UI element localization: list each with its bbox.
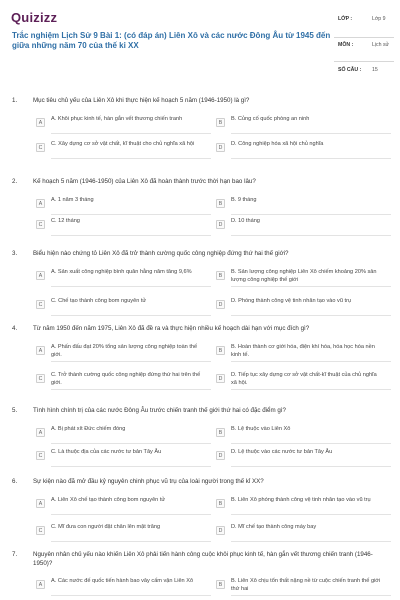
- option-underline: [231, 595, 391, 596]
- option-text: A. Các nước đế quốc tiến hành bao vây cấm vận Liên Xô: [51, 578, 194, 584]
- option-letter-box: A: [36, 199, 45, 208]
- grade-label: LỚP :: [338, 16, 353, 22]
- option-letter-box: C: [36, 526, 45, 535]
- option-text: B. Sản lượng công nghiệp Liên Xô chiếm khoảng 20% sản lượng công nghiệp thế giới: [231, 269, 377, 283]
- option-underline: [51, 158, 211, 159]
- question-number: 1.: [12, 97, 18, 104]
- subject-value: Lịch sử: [372, 42, 390, 48]
- option-underline: [51, 315, 211, 316]
- option-underline: [51, 595, 211, 596]
- meta-divider: [334, 37, 394, 38]
- quizizz-logo[interactable]: Quizizz: [11, 10, 58, 25]
- option-underline: [231, 361, 391, 362]
- answer-option[interactable]: [216, 116, 386, 134]
- answer-option[interactable]: [36, 298, 206, 316]
- option-underline: [231, 514, 391, 515]
- answer-option[interactable]: [36, 372, 206, 390]
- option-text: A. 1 năm 3 tháng: [51, 197, 94, 203]
- option-letter-box: D: [216, 374, 225, 383]
- option-underline: [231, 541, 391, 542]
- answer-option[interactable]: [216, 218, 386, 236]
- option-text: C. Xây dựng cơ sở vật chất, kĩ thuật cho chủ nghĩa xã hội: [51, 141, 195, 147]
- option-text: C. Là thuộc địa của các nước tư bản Tây Âu: [51, 449, 162, 455]
- question-text: Nguyên nhân chủ yếu nào khiến Liên Xô phải tiến hành công cuộc khôi phục kinh tế, hàn gắn vết thương chiến tranh (1946-1950)?: [33, 551, 373, 567]
- option-letter-box: C: [36, 300, 45, 309]
- option-underline: [231, 315, 391, 316]
- option-underline: [51, 214, 211, 215]
- option-underline: [231, 389, 391, 390]
- answer-option[interactable]: [216, 269, 386, 287]
- worksheet-title: Trắc nghiệm Lịch Sử 9 Bài 1: (có đáp án) Liên Xô và các nước Đông Âu từ 1945 đến giữa những năm 70 của thế kỉ XX: [12, 31, 331, 50]
- option-text: C. Trở thành cường quốc công nghiệp đứng thứ hai trên thế giới.: [51, 372, 201, 386]
- option-text: D. Công nghiệp hóa xã hội chủ nghĩa: [231, 141, 324, 147]
- option-letter-box: D: [216, 451, 225, 460]
- answer-option[interactable]: [36, 426, 206, 444]
- option-underline: [51, 235, 211, 236]
- option-text: D. Tiếp tục xây dựng cơ sở vật chất-kĩ thuật của chủ nghĩa xã hội.: [231, 372, 377, 386]
- option-text: D. Mĩ chế tạo thành công máy bay: [231, 524, 317, 530]
- answer-option[interactable]: [36, 578, 206, 596]
- option-text: A. Phấn đấu đạt 20% tổng sản lượng công nghiệp toàn thế giới.: [51, 344, 198, 358]
- option-letter-box: B: [216, 580, 225, 589]
- question-number: 7.: [12, 551, 18, 558]
- option-letter-box: C: [36, 220, 45, 229]
- answer-option[interactable]: [36, 218, 206, 236]
- option-underline: [51, 466, 211, 467]
- option-letter-box: C: [36, 451, 45, 460]
- option-letter-box: A: [36, 271, 45, 280]
- option-text: D. 10 tháng: [231, 218, 260, 224]
- question-text: Từ năm 1950 đến năm 1975, Liên Xô đã đề ra và thực hiện nhiều kế hoạch dài hạn với mục đích gì?: [33, 325, 310, 332]
- option-letter-box: A: [36, 118, 45, 127]
- option-letter-box: B: [216, 271, 225, 280]
- option-letter-box: B: [216, 118, 225, 127]
- answer-option[interactable]: [36, 449, 206, 467]
- option-letter-box: B: [216, 346, 225, 355]
- option-text: B. Hoàn thành cơ giới hóa, điện khí hóa, hóa học hóa nền kinh tế.: [231, 344, 375, 358]
- answer-option[interactable]: [36, 141, 206, 159]
- option-text: C. Chế tạo thành công bom nguyên tử: [51, 298, 147, 304]
- option-underline: [231, 214, 391, 215]
- option-text: B. Lệ thuộc vào Liên Xô: [231, 426, 291, 432]
- option-text: B. Củng cố quốc phòng an ninh: [231, 116, 310, 122]
- option-letter-box: B: [216, 199, 225, 208]
- question-count-label: SỐ CÂU :: [338, 67, 362, 73]
- option-text: A. Khôi phục kinh tế, hàn gắn vết thương chiến tranh: [51, 116, 183, 122]
- option-letter-box: B: [216, 499, 225, 508]
- option-letter-box: D: [216, 526, 225, 535]
- option-underline: [231, 286, 391, 287]
- answer-option[interactable]: [36, 197, 206, 215]
- option-text: A. Bị phát xít Đức chiếm đóng: [51, 426, 126, 432]
- option-letter-box: D: [216, 220, 225, 229]
- option-underline: [51, 514, 211, 515]
- option-underline: [231, 133, 391, 134]
- option-letter-box: A: [36, 428, 45, 437]
- answer-option[interactable]: [216, 524, 386, 542]
- answer-option[interactable]: [36, 116, 206, 134]
- option-underline: [51, 286, 211, 287]
- option-letter-box: A: [36, 580, 45, 589]
- meta-divider: [334, 61, 394, 62]
- answer-option[interactable]: [216, 497, 386, 515]
- worksheet-header: [0, 0, 400, 82]
- answer-option[interactable]: [36, 269, 206, 287]
- option-letter-box: C: [36, 143, 45, 152]
- option-letter-box: D: [216, 143, 225, 152]
- answer-option[interactable]: [216, 344, 386, 362]
- option-letter-box: B: [216, 428, 225, 437]
- question-number: 6.: [12, 478, 18, 485]
- option-letter-box: C: [36, 374, 45, 383]
- answer-option[interactable]: [36, 344, 206, 362]
- question-number: 4.: [12, 325, 18, 332]
- option-underline: [231, 235, 391, 236]
- answer-option[interactable]: [216, 372, 386, 390]
- answer-option[interactable]: [36, 524, 206, 542]
- question-text: Biểu hiện nào chứng tỏ Liên Xô đã trở thành cường quốc công nghiệp đứng thứ hai thế giới?: [33, 250, 289, 257]
- option-text: A. Sản xuất công nghiệp bình quân hằng năm tăng 9,6%: [51, 269, 192, 275]
- option-text: D. Phóng thành công vệ tinh nhân tạo vào vũ trụ: [231, 298, 352, 304]
- option-underline: [51, 389, 211, 390]
- answer-option[interactable]: [216, 449, 386, 467]
- option-text: B. Liên Xô chịu tổn thất nặng nề từ cuộc chiến tranh thế giới thứ hai: [231, 578, 381, 592]
- grade-value: Lớp 9: [372, 16, 386, 22]
- question-text: Sự kiện nào đã mở đầu kỷ nguyên chinh phục vũ trụ của loài người trong thế kỉ XX?: [33, 478, 264, 485]
- answer-option[interactable]: [216, 141, 386, 159]
- option-letter-box: D: [216, 300, 225, 309]
- option-text: B. Liên Xô phóng thành công vệ tinh nhân tạo vào vũ trụ: [231, 497, 371, 503]
- option-text: A. Liên Xô chế tạo thành công bom nguyên tử: [51, 497, 166, 503]
- option-underline: [51, 443, 211, 444]
- question-text: Kế hoạch 5 năm (1946-1950) của Liên Xô đã hoàn thành trước thời hạn bao lâu?: [33, 178, 256, 185]
- answer-option[interactable]: [216, 426, 386, 444]
- option-underline: [51, 541, 211, 542]
- option-letter-box: A: [36, 346, 45, 355]
- option-letter-box: A: [36, 499, 45, 508]
- option-underline: [231, 443, 391, 444]
- question-number: 3.: [12, 250, 18, 257]
- question-text: Mục tiêu chủ yếu của Liên Xô khi thực hiện kế hoạch 5 năm (1946-1950) là gì?: [33, 97, 250, 104]
- option-underline: [51, 133, 211, 134]
- answer-option[interactable]: [36, 497, 206, 515]
- answer-option[interactable]: [216, 197, 386, 215]
- answer-option[interactable]: [216, 298, 386, 316]
- option-text: B. 9 tháng: [231, 197, 257, 203]
- question-count-value: 15: [372, 67, 378, 73]
- answer-option[interactable]: [216, 578, 386, 596]
- option-text: D. Lệ thuộc vào các nước tư bản Tây Âu: [231, 449, 333, 455]
- question-number: 2.: [12, 178, 18, 185]
- option-underline: [231, 466, 391, 467]
- question-number: 5.: [12, 407, 18, 414]
- option-underline: [231, 158, 391, 159]
- option-text: C. Mĩ đưa con người đặt chân lên mặt trăng: [51, 524, 161, 530]
- subject-label: MÔN :: [338, 42, 354, 48]
- option-underline: [51, 361, 211, 362]
- question-text: Tình hình chính trị của các nước Đông Âu trước chiến tranh thế giới thứ hai có đặc điểm gì?: [33, 407, 286, 414]
- option-text: C. 12 tháng: [51, 218, 80, 224]
